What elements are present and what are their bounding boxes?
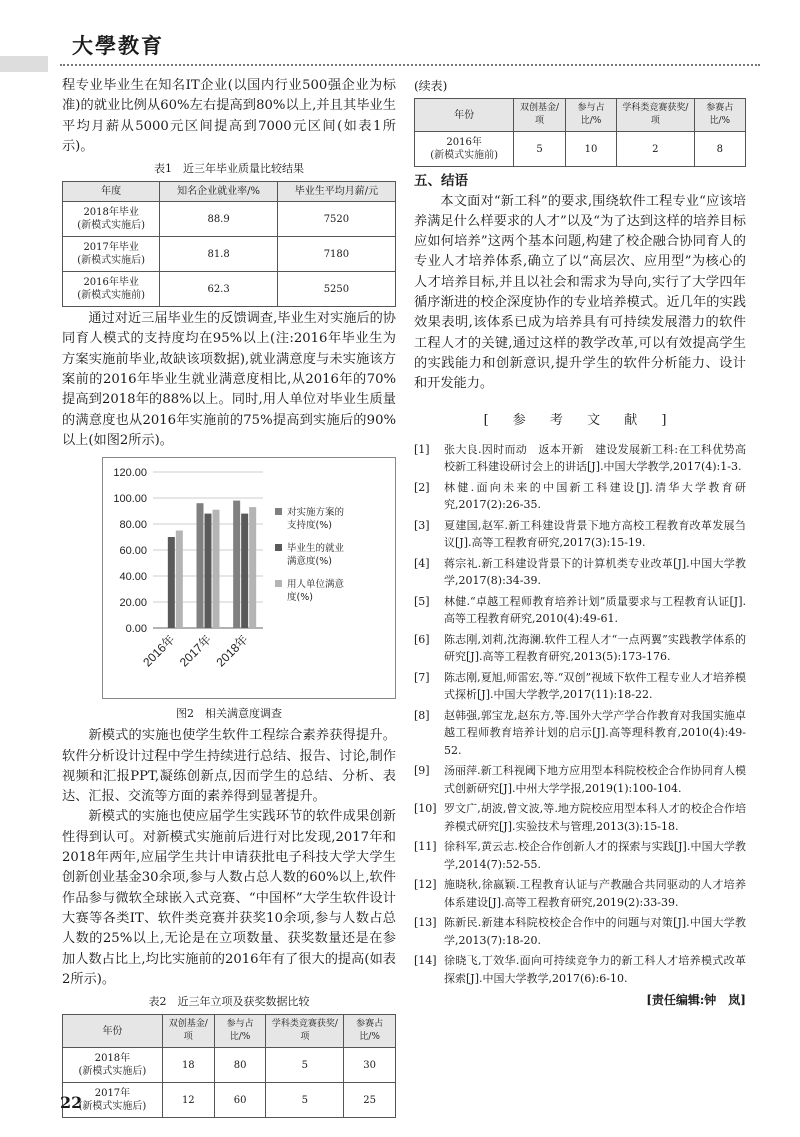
bar	[197, 503, 204, 628]
reference-item	[414, 914, 746, 949]
table-header: 年份	[415, 99, 514, 132]
page-number: 22	[60, 1093, 83, 1112]
reference-text: 林健.“卓越工程师教育培养计划”质量要求与工程教育认证[J].高等工程教育研究,2010(4):49-61.	[444, 594, 746, 626]
table-cell: 12	[162, 1083, 214, 1118]
reference-item	[414, 479, 746, 514]
table2-continued	[414, 98, 746, 167]
table-row	[63, 1083, 396, 1118]
reference-item	[414, 838, 746, 873]
reference-text: 张大良.因时而动 返本开新 建设发展新工科:在工科优势高校新工科建设研讨会上的讲话[J].中国大学教学,2017(4):1-3.	[444, 442, 746, 474]
bar	[249, 507, 256, 628]
header-block	[0, 56, 48, 72]
reference-item	[414, 952, 746, 987]
table-cell: 2016年	[446, 137, 482, 149]
paragraph: 新模式的实施也使学生软件工程综合素养获得提升。软件分析设计过程中学生持续进行总结、报告、讨论,制作视频和汇报PPT,凝练创新点,因而学生的总结、分析、表达、汇报、交流等方面的素养得到显著提升。	[62, 728, 396, 805]
reference-number: [10]	[414, 802, 437, 816]
y-tick-label: 20.00	[119, 597, 147, 610]
reference-text: 罗文广,胡波,曾文波,等.地方院校应用型本科人才的校企合作培养模式研究[J].实验技术与管理,2013(3):15-18.	[444, 802, 746, 833]
table-cell: 2018年毕业	[83, 207, 139, 219]
table-cell: 5	[514, 132, 565, 167]
table1-caption: 表1 近三年毕业质量比较结果	[154, 162, 304, 176]
reference-number: [13]	[414, 916, 437, 930]
x-tick-label: 2016年	[140, 632, 178, 670]
table-cell: 7180	[277, 237, 395, 272]
right-column	[414, 76, 746, 1011]
table-cell: 5	[266, 1048, 344, 1083]
reference-item	[414, 593, 746, 628]
bar	[176, 531, 183, 629]
reference-text: 陈新民.新建本科院校校企合作中的问题与对策[J].中国大学教学,2013(7):18-20.	[444, 916, 746, 947]
reference-number: [4]	[414, 556, 430, 570]
table-row	[415, 132, 746, 167]
table-continued-label: (续表)	[414, 79, 448, 93]
reference-text: 徐晓飞,丁效华.面向可持续竞争力的新工科人才培养模式改革探索[J].中国大学教学,2017(6):6-10.	[444, 954, 746, 985]
reference-text: 陈志刚,刘莉,沈海澜.软件工程人才“一点两翼”实践教学体系的研究[J].高等工程教育研究,2013(5):173-176.	[444, 632, 746, 664]
reference-list	[414, 441, 746, 988]
table-cell: 2016年毕业	[83, 277, 139, 289]
reference-number: [14]	[414, 954, 437, 968]
table-cell: 5250	[277, 272, 395, 307]
reference-text: 夏建国,赵军.新工科建设背景下地方高校工程教育改革发展刍议[J].高等工程教育研究,2017(3):15-19.	[444, 518, 746, 550]
reference-item	[414, 669, 746, 704]
table-header: 知名企业就业率/%	[160, 182, 277, 202]
reference-item	[414, 441, 746, 476]
table-header: 学科类竞赛获奖/项	[266, 1015, 344, 1048]
legend-label: 对实施方案的支持度(%)	[287, 507, 345, 532]
table-row	[63, 1048, 396, 1083]
header-rule	[60, 64, 760, 66]
reference-number: [1]	[414, 442, 430, 456]
table-cell: 81.8	[160, 237, 277, 272]
table-row	[63, 272, 396, 307]
paragraph: 程专业毕业生在知名IT企业(以国内行业500强企业为标准)的就业比例从60%左右提高到80%以上,并且其毕业生平均月薪从5000元区间提高到7000元区间(如表1所示)。	[62, 78, 396, 154]
y-tick-label: 100.00	[113, 493, 147, 506]
reference-text: 陈志刚,夏旭,师雷宏,等.“双创”视域下软件工程专业人才培养模式探析[J].中国大学教学,2017(11):18-22.	[444, 670, 746, 702]
bar	[205, 514, 212, 628]
satisfaction-chart	[102, 457, 396, 699]
table-cell: (新模式实施后)	[77, 220, 146, 232]
table-cell: (新模式实施后)	[77, 255, 146, 267]
paragraph: 本文面对“新工科”的要求,围绕软件工程专业“应该培养满足什么样要求的人才”以及“为了达到这样的培养目标应如何培养”这两个基本问题,构建了校企融合协同育人的专业人才培养体系,确立了以“高层次、应用型”为核心的人才培养目标,并且以社会和需求为导向,实行了大学四年循序渐进的校企深度协作的专业培养模式。近几年的实践效果表明,该体系已成为培养具有可持续发展潜力的软件工程人才的关键,通过这样的教学改革,可以有效提高学生的实践能力和创新意识,提升学生的软件分析能力、设计和开发能力。	[414, 193, 746, 392]
table-header: 参赛占比/%	[344, 1015, 396, 1048]
reference-number: [5]	[414, 594, 430, 608]
bar	[233, 501, 240, 628]
table-header: 毕业生平均月薪/元	[277, 182, 395, 202]
table-header: 学科类竞赛获奖/项	[617, 99, 694, 132]
table-cell: 2	[617, 132, 694, 167]
table-cell: 62.3	[160, 272, 277, 307]
paragraph: 通过对近三届毕业生的反馈调查,毕业生对实施后的协同育人模式的支持度均在95%以上(注:2016年毕业生为方案实施前毕业,故缺该项数据),就业满意度与未实施该方案前的2016年毕业生就业满意度相比,从2016年的70%提高到2018年的88%以上。同时,用人单位对毕业生质量的满意度也从2016年实施前的75%提高到实施后的90%以上(如图2所示)。	[62, 311, 396, 448]
table-cell: (新模式实施后)	[78, 1101, 147, 1113]
legend-swatch	[275, 580, 282, 587]
reference-number: [12]	[414, 878, 437, 892]
table-cell: (新模式实施前)	[430, 150, 499, 162]
table-cell: 2017年	[94, 1088, 131, 1100]
table-cell: 5	[266, 1083, 344, 1118]
reference-text: 汤丽萍.新工科视阈下地方应用型本科院校校企合作协同育人模式创新研究[J].中州大学学报,2019(1):100-104.	[444, 764, 746, 795]
editor-note: [责任编辑:钟 岚]	[646, 993, 746, 1008]
table-cell: 2018年	[94, 1053, 131, 1065]
table-cell: 18	[162, 1048, 214, 1083]
table-header: 双创基金/项	[162, 1015, 214, 1048]
legend-label: 毕业生的就业满意度(%)	[287, 543, 345, 568]
table-cell: 60	[214, 1083, 266, 1118]
reference-text: 蒋宗礼.新工科建设背景下的计算机类专业改革[J].中国大学教学,2017(8):34-39.	[444, 556, 746, 588]
paragraph: 新模式的实施也使应届学生实践环节的软件成果创新性得到认可。对新模式实施前后进行对比发现,2017年和2018年两年,应届学生共计申请获批电子科技大学大学生创新创业基金30余项,参与人数占总人数的60%以上,软件作品参与微软全球嵌入式竞赛、“中国杯”大学生软件设计大赛等各类IT、软件类竞赛并获奖10余项,参与人数占总人数的25%以上,无论是在立项数量、获奖数量还是在参加人数占比上,均比实施前的2016年有了很大的提高(如表2所示)。	[62, 809, 396, 987]
reference-number: [7]	[414, 670, 430, 684]
reference-text: 施晓秋,徐嬴颖.工程教育认证与产教融合共同驱动的人才培养体系建设[J].高等工程教育研究,2019(2):33-39.	[444, 878, 746, 909]
table-cell: 7520	[277, 202, 395, 237]
table-header: 年份	[63, 1015, 163, 1048]
x-tick-label: 2018年	[213, 632, 251, 670]
table-cell: 8	[694, 132, 745, 167]
y-tick-label: 60.00	[119, 545, 147, 558]
table-cell: 80	[214, 1048, 266, 1083]
reference-number: [8]	[414, 708, 430, 722]
reference-number: [6]	[414, 632, 430, 646]
y-tick-label: 0.00	[125, 623, 147, 636]
reference-number: [11]	[414, 840, 437, 854]
reference-number: [2]	[414, 480, 430, 494]
legend-swatch	[275, 508, 282, 515]
x-tick-label: 2017年	[176, 632, 215, 670]
table2	[62, 1014, 396, 1118]
reference-number: [3]	[414, 518, 430, 532]
chart-svg	[103, 458, 395, 698]
reference-text: 赵韩强,郭宝龙,赵东方,等.国外大学产学合作教育对我国实施卓越工程师教育培养计划的启示[J].高等理科教育,2010(4):49-52.	[444, 708, 746, 757]
reference-item	[414, 876, 746, 911]
table-cell: 10	[565, 132, 616, 167]
reference-number: [9]	[414, 764, 430, 778]
legend-swatch	[275, 544, 282, 551]
y-tick-label: 40.00	[119, 571, 147, 584]
table-header: 参与占比/%	[214, 1015, 266, 1048]
legend-label: 用人单位满意度(%)	[287, 579, 345, 604]
reference-item	[414, 517, 746, 552]
bar	[241, 514, 248, 628]
table-header: 年度	[63, 182, 160, 202]
reference-text: 徐科军,黄云志.校企合作创新人才的探索与实践[J].中国大学教学,2014(7):52-55.	[444, 840, 746, 871]
table-header: 双创基金/项	[514, 99, 565, 132]
table-cell: 25	[344, 1083, 396, 1118]
table-cell: (新模式实施前)	[77, 290, 146, 302]
y-tick-label: 80.00	[119, 519, 147, 532]
table1	[62, 181, 396, 307]
reference-text: 林健.面向未来的中国新工科建设[J].清华大学教育研究,2017(2):26-35.	[444, 480, 746, 512]
table-cell: 88.9	[160, 202, 277, 237]
reference-item	[414, 707, 746, 760]
table-cell: 30	[344, 1048, 396, 1083]
reference-item	[414, 631, 746, 666]
references-title: [ 参 考 文 献 ]	[483, 412, 677, 428]
table-header: 参赛占比/%	[694, 99, 745, 132]
reference-item	[414, 555, 746, 590]
table-cell: (新模式实施后)	[78, 1066, 147, 1078]
table-header: 参与占比/%	[565, 99, 616, 132]
reference-item	[414, 800, 746, 835]
table-cell: 2017年毕业	[83, 242, 139, 254]
bar	[168, 537, 175, 628]
bar	[213, 510, 220, 628]
left-column	[62, 76, 396, 1118]
table-row	[63, 237, 396, 272]
journal-logo: 大學教育	[72, 33, 164, 58]
reference-item	[414, 762, 746, 797]
table2-caption: 表2 近三年立项及获奖数据比较	[148, 995, 310, 1009]
table-row	[63, 202, 396, 237]
y-tick-label: 120.00	[113, 467, 147, 480]
figure-caption: 图2 相关满意度调查	[176, 707, 282, 721]
section-title: 五、结语	[414, 173, 468, 190]
